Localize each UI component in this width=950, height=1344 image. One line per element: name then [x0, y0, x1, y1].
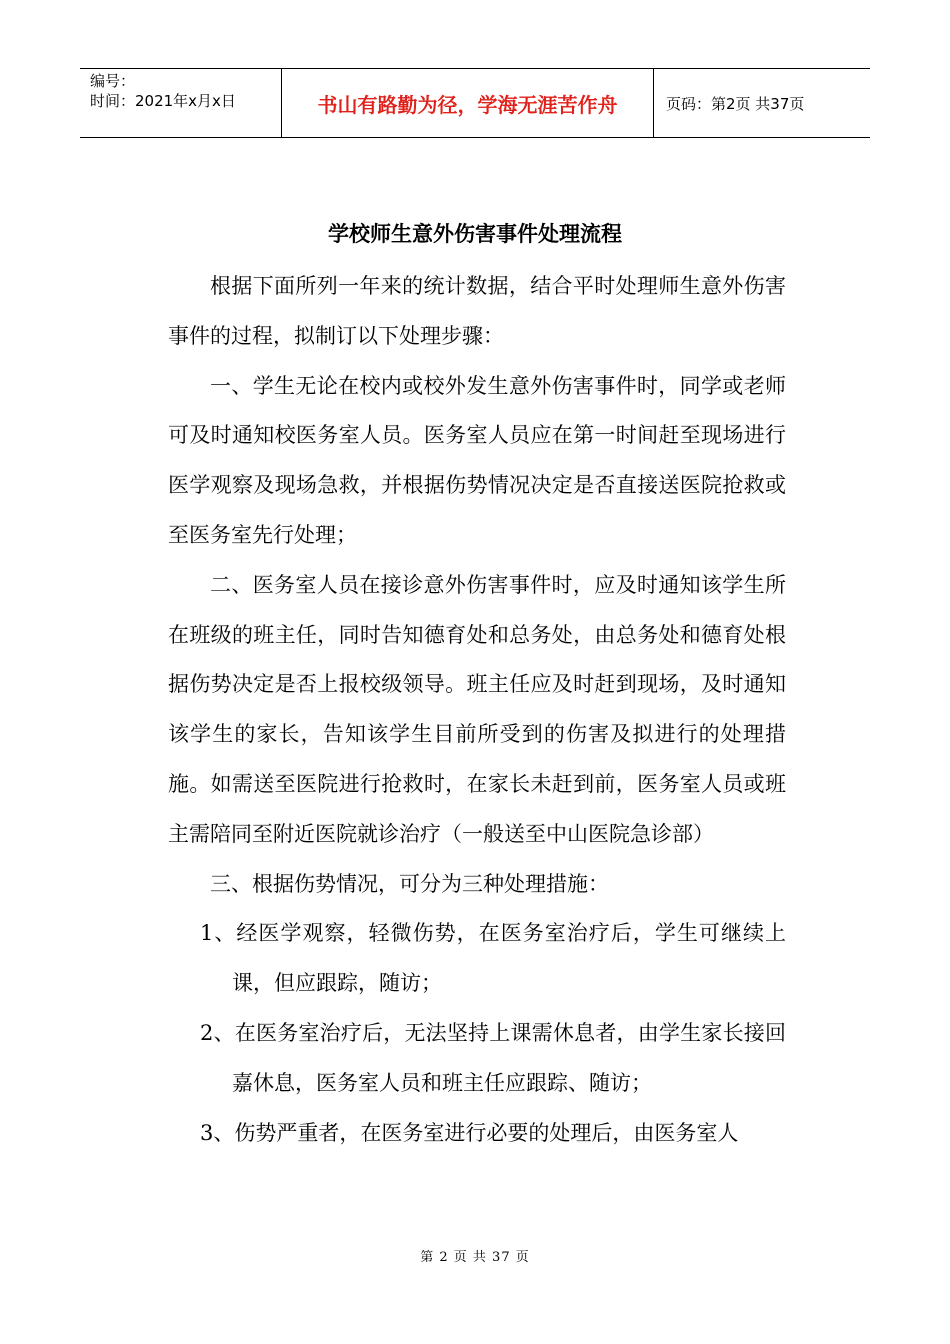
list-item: 1、经医学观察，轻微伤势，在医务室治疗后，学生可继续上课，但应跟踪，随访；: [200, 921, 786, 996]
document-body: [168, 262, 786, 1158]
header-meta: [80, 69, 282, 137]
paragraph-step-2: 二、医务室人员在接诊意外伤害事件时，应及时通知该学生所在班级的班主任，同时告知德育处和总务处，由总务处和德育处根据伤势决定是否上报校级领导。班主任应及时赶到现场，及时通知该学生的家长，告知该学生目前所受到的伤害及拟进行的处理措施。如需送至医院进行抢救时，在家长未赶到前，医务室人员或班主需陪同至附近医院就诊治疗（一般送至中山医院急诊部）: [168, 572, 786, 846]
list-item: 3、伤势严重者，在医务室进行必要的处理后，由医务室人: [200, 1120, 739, 1145]
header-page-info: 页码：第2页 共37页: [666, 94, 805, 113]
time-label: 时间：2021年x月x日: [90, 92, 236, 110]
list-item: 2、在医务室治疗后，无法坚持上课需休息者，由学生家长接回嘉休息，医务室人员和班主任应跟踪、随访；: [200, 1020, 786, 1095]
page-footer: 第 2 页 共 37 页: [420, 1250, 530, 1265]
document-title: 学校师生意外伤害事件处理流程: [328, 221, 622, 246]
number-label: 编号：: [90, 72, 136, 90]
paragraph-step-3: 三、根据伤势情况，可分为三种处理措施：: [210, 871, 609, 896]
paragraph-intro: 根据下面所列一年来的统计数据，结合平时处理师生意外伤害事件的过程，拟制订以下处理步骤：: [168, 274, 786, 348]
paragraph-step-1: 一、学生无论在校内或校外发生意外伤害事件时，同学或老师可及时通知校医务室人员。医务室人员应在第一时间赶至现场进行医学观察及现场急救，并根据伤势情况决定是否直接送医院抢救或至医务室先行处理；: [168, 373, 786, 547]
header-motto: 书山有路勤为径，学海无涯苦作舟: [282, 69, 654, 137]
page-header: [80, 68, 870, 138]
